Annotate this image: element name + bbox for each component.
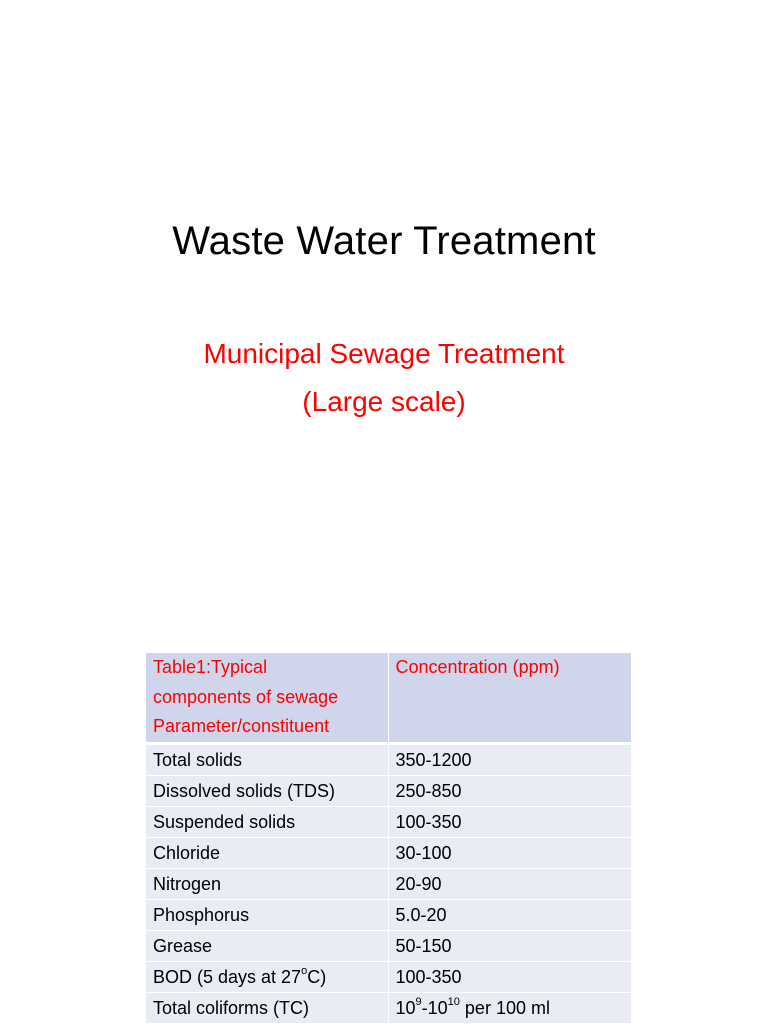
table-row — [146, 775, 631, 806]
table-header-parameter — [146, 653, 388, 743]
row-value: 30-100 — [388, 837, 631, 868]
slide-subtitle — [0, 330, 768, 426]
row-value: 20-90 — [388, 868, 631, 899]
row-parameter: Total solids — [146, 743, 388, 775]
row-parameter: Chloride — [146, 837, 388, 868]
sewage-components-table — [146, 653, 631, 1024]
row-parameter: Grease — [146, 930, 388, 961]
table-header-concentration: Concentration (ppm) — [388, 653, 631, 743]
row-value: 50-150 — [388, 930, 631, 961]
table-row — [146, 899, 631, 930]
header-line-3: Parameter/constituent — [153, 716, 330, 736]
table-row — [146, 868, 631, 899]
row-parameter: Suspended solids — [146, 806, 388, 837]
row-value: 5.0-20 — [388, 899, 631, 930]
row-value: 100-350 — [388, 806, 631, 837]
row-parameter: BOD (5 days at 27$^o$C) — [146, 961, 388, 992]
row-parameter: Nitrogen — [146, 868, 388, 899]
table-row — [146, 930, 631, 961]
header-line-1: Table1:Typical — [153, 657, 268, 677]
table-header-row — [146, 653, 631, 743]
table-row — [146, 743, 631, 775]
degree-superscript: o — [301, 964, 308, 977]
row-value: 100-350 — [388, 961, 631, 992]
sewage-components-table-container — [146, 653, 631, 1024]
row-parameter: Dissolved solids (TDS) — [146, 775, 388, 806]
row-parameter: Phosphorus — [146, 899, 388, 930]
row-value: $10^9-10^{10}$ per 100 ml — [388, 992, 631, 1023]
slide-title: Waste Water Treatment — [172, 219, 596, 263]
row-value: 250-850 — [388, 775, 631, 806]
row-value: 350-1200 — [388, 743, 631, 775]
table-row — [146, 837, 631, 868]
header-line-2: components of sewage — [153, 686, 339, 707]
table-row — [146, 806, 631, 837]
table-row — [146, 992, 631, 1023]
table-row — [146, 961, 631, 992]
subtitle-line-1: Municipal Sewage Treatment — [203, 338, 565, 369]
subtitle-line-2: (Large scale) — [302, 386, 466, 417]
row-parameter: Total coliforms (TC) — [146, 992, 388, 1023]
